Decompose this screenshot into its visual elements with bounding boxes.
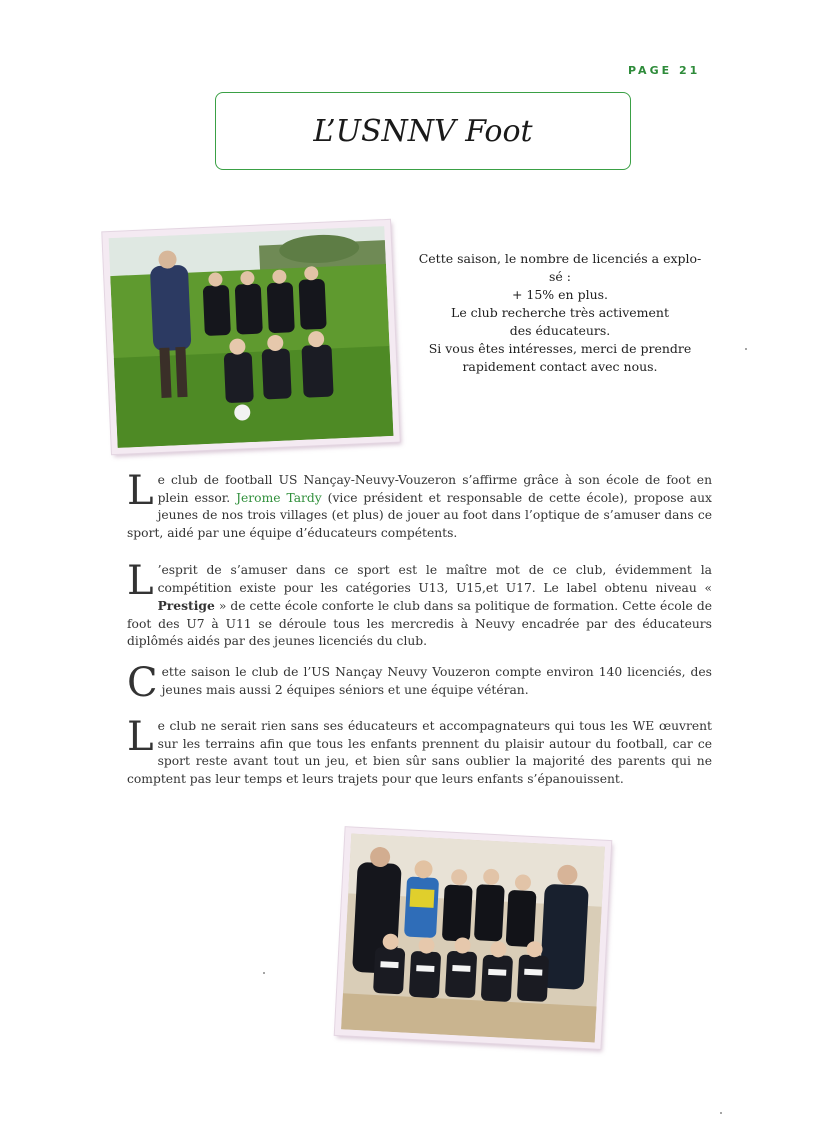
intro-line: + 15% en plus. — [511, 287, 609, 302]
paragraph-text: ’esprit de s’amuser dans ce sport est le maître mot de ce club, évidemment la compétition existe pour les catégories U13, U15,et U17. Le label obtenu niveau « — [157, 563, 712, 595]
drop-cap: L — [127, 468, 154, 514]
page-number: PAGE 21 — [628, 64, 701, 77]
drop-cap: L — [127, 714, 154, 760]
scan-speck — [745, 348, 747, 350]
drop-cap: L — [127, 558, 154, 604]
paragraph-4 — [127, 714, 712, 788]
paragraph-text: » de cette école conforte le club dans sa politique de formation. Cette école de foot des U7 à U11 se déroule tous les mercredis à Neuvy encadrée par des éducateurs diplômés aidés par des jeunes licenciés du club. — [127, 599, 712, 649]
page-title: L’USNNV Foot — [313, 113, 533, 149]
bold-label: Prestige — [157, 598, 215, 614]
team-photo-outdoor — [102, 220, 399, 454]
team-photo-outdoor-image — [109, 226, 394, 448]
title-frame — [215, 92, 631, 170]
team-photo-indoor-image — [341, 833, 605, 1042]
intro-callout — [400, 250, 720, 376]
intro-line: Cette saison, le nombre de licenciés a explo- — [418, 251, 702, 266]
paragraph-text: e club ne serait rien sans ses éducateurs et accompagnateurs qui tous les WE œuvrent sur les terrains afin que tous les enfants prennent du plaisir autour du football, car ce sport reste avant tout un jeu, et bien sûr sans oublier la majorité des parents qui ne comptent pas leur temps et leurs trajets pour que leurs enfants s’épanouissent. — [127, 719, 712, 786]
intro-line: Le club recherche très activement — [451, 305, 669, 320]
highlighted-name: Jerome Tardy — [236, 490, 322, 505]
intro-line: sé : — [549, 269, 571, 284]
paragraph-2 — [127, 558, 712, 651]
intro-line: Si vous êtes intéresses, merci de prendre — [428, 341, 692, 356]
team-photo-indoor — [335, 827, 612, 1049]
paragraph-3 — [127, 660, 712, 706]
paragraph-text: e club de football US Nançay-Neuvy-Vouzeron s’affirme grâce à son école de foot en plein essor. — [157, 473, 712, 505]
paragraph-text: (vice président et responsable de cette école), propose aux jeunes de nos trois villages (et plus) de jouer au foot dans l’optique de s’amuser dans ce sport, aidé par une équipe d’éducateurs compétents. — [127, 490, 712, 540]
intro-line: des éducateurs. — [509, 323, 611, 338]
paragraph-1 — [127, 468, 712, 542]
scan-speck — [720, 1112, 722, 1114]
drop-cap: C — [127, 660, 158, 706]
paragraph-text: ette saison le club de l’US Nançay Neuvy Vouzeron compte environ 140 licenciés, des jeunes mais aussi 2 équipes séniors et une équipe vétéran. — [161, 665, 712, 697]
scan-speck — [263, 972, 265, 974]
intro-line: rapidement contact avec nous. — [462, 359, 658, 374]
